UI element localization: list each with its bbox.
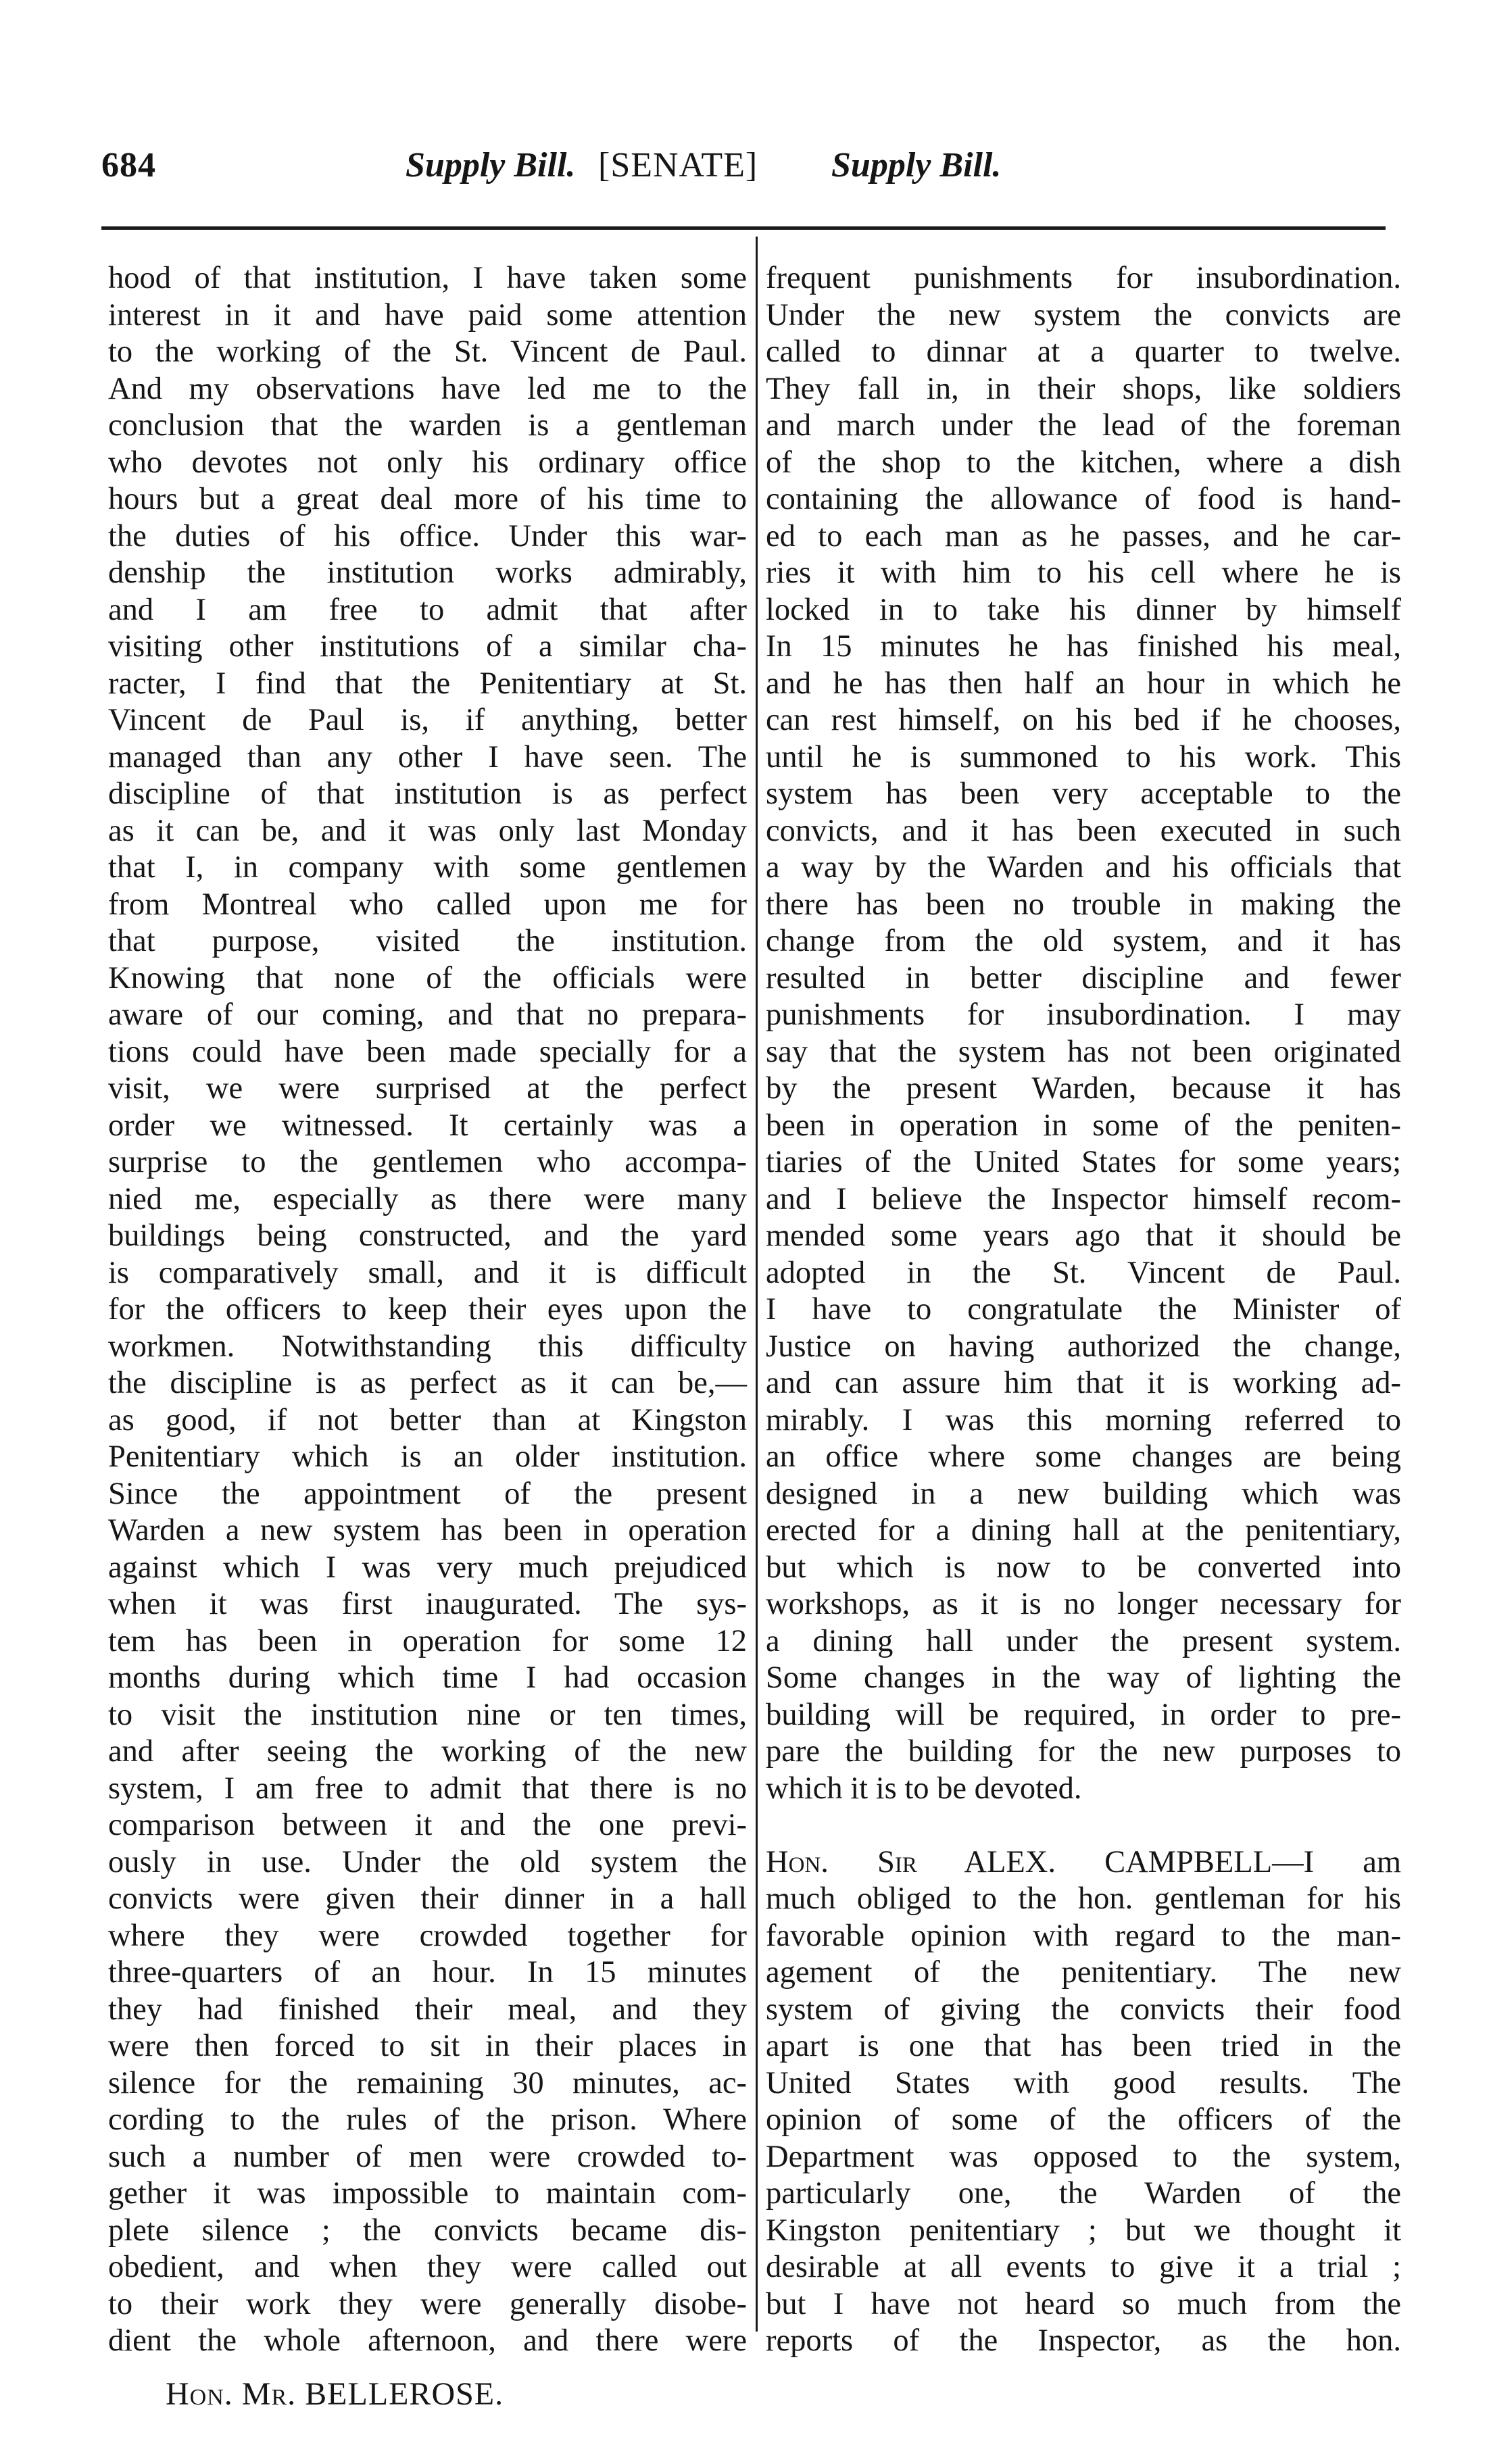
text-line: Justice on having authorized the change, xyxy=(766,1329,1401,1364)
speaker-name: Hon. Sir ALEX. CAMPBELL xyxy=(766,1844,1273,1879)
text-line: containing the allowance of food is hand- xyxy=(766,482,1401,516)
text-line: aware of our coming, and that no prepara- xyxy=(108,997,747,1032)
text-line: erected for a dining hall at the penitentiary, xyxy=(766,1513,1401,1548)
text-line: were then forced to sit in their places in xyxy=(108,2029,747,2063)
text-line: conclusion that the warden is a gentleman xyxy=(108,408,747,443)
text-line: Department was opposed to the system, xyxy=(766,2139,1401,2174)
paragraph-gap xyxy=(766,1807,1401,1844)
text-line: racter, I find that the Penitentiary at St. xyxy=(108,666,747,701)
text-line: denship the institution works admirably, xyxy=(108,556,747,590)
text-line: to their work they were generally disobe- xyxy=(108,2286,747,2321)
text-line: silence for the remaining 30 minutes, ac- xyxy=(108,2065,747,2100)
text-line: Since the appointment of the present xyxy=(108,1476,747,1511)
text-line: agement of the penitentiary. The new xyxy=(766,1955,1401,1990)
header-right-title: Supply Bill. xyxy=(831,146,1002,184)
text-line: when it was first inaugurated. The sys- xyxy=(108,1587,747,1621)
text-line: resulted in better discipline and fewer xyxy=(766,960,1401,995)
speaker-line xyxy=(766,1844,1401,1881)
text-line: and I believe the Inspector himself recom- xyxy=(766,1181,1401,1216)
text-line: workmen. Notwithstanding this difficulty xyxy=(108,1329,747,1364)
text-line: managed than any other I have seen. The xyxy=(108,739,747,774)
text-line: hood of that institution, I have taken some xyxy=(108,261,747,295)
text-line: apart is one that has been tried in the xyxy=(766,2029,1401,2063)
running-header xyxy=(101,139,1386,199)
text-line: three-quarters of an hour. In 15 minutes xyxy=(108,1955,747,1990)
text-line: system of giving the convicts their food xyxy=(766,1992,1401,2027)
text-line: and I am free to admit that after xyxy=(108,592,747,627)
text-line: a dining hall under the present system. xyxy=(766,1623,1401,1658)
text-line: frequent punishments for insubordination. xyxy=(766,261,1401,295)
text-line: until he is summoned to his work. This xyxy=(766,739,1401,774)
left-column xyxy=(108,260,747,2360)
text-line: change from the old system, and it has xyxy=(766,924,1401,958)
text-line: and can assure him that it is working ad- xyxy=(766,1366,1401,1400)
text-line: a way by the Warden and his officials that xyxy=(766,850,1401,885)
text-line: pare the building for the new purposes to xyxy=(766,1734,1401,1769)
text-line: tiaries of the United States for some years; xyxy=(766,1145,1401,1179)
text-line: of the shop to the kitchen, where a dish xyxy=(766,445,1401,480)
text-line: such a number of men were crowded to- xyxy=(108,2139,747,2174)
text-line: convicts were given their dinner in a hall xyxy=(108,1881,747,1916)
page-number: 684 xyxy=(101,146,156,184)
text-line: nied me, especially as there were many xyxy=(108,1181,747,1216)
text-line: as good, if not better than at Kingston xyxy=(108,1402,747,1437)
text-line: months during which time I had occasion xyxy=(108,1660,747,1695)
text-line: an office where some changes are being xyxy=(766,1439,1401,1474)
text-line: locked in to take his dinner by himself xyxy=(766,592,1401,627)
text-line: the discipline is as perfect as it can be,— xyxy=(108,1366,747,1400)
text-line: which it is to be devoted. xyxy=(766,1771,1082,1806)
header-chamber: [SENATE] xyxy=(598,146,758,184)
text-line: there has been no trouble in making the xyxy=(766,887,1401,922)
text-line: that purpose, visited the institution. xyxy=(108,924,747,958)
text-line: Kingston penitentiary ; but we thought it xyxy=(766,2213,1401,2248)
text-line: In 15 minutes he has finished his meal, xyxy=(766,629,1401,664)
right-column xyxy=(766,260,1401,2360)
right-column-paragraph-1 xyxy=(766,260,1401,1807)
text-line: by the present Warden, because it has xyxy=(766,1071,1401,1106)
text-line: Some changes in the way of lighting the xyxy=(766,1660,1401,1695)
text-line: they had finished their meal, and they xyxy=(108,1992,747,2027)
text-line: to the working of the St. Vincent de Paul. xyxy=(108,335,747,369)
text-line: to visit the institution nine or ten times, xyxy=(108,1697,747,1732)
text-line: And my observations have led me to the xyxy=(108,371,747,406)
text-line: adopted in the St. Vincent de Paul. xyxy=(766,1255,1401,1290)
text-line: and after seeing the working of the new xyxy=(108,1734,747,1769)
text-line: system, I am free to admit that there is no xyxy=(108,1771,747,1806)
text-line: building will be required, in order to pre- xyxy=(766,1697,1401,1732)
text-line: where they were crowded together for xyxy=(108,1918,747,1953)
text-line: United States with good results. The xyxy=(766,2065,1401,2100)
text-line: tem has been in operation for some 12 xyxy=(108,1623,747,1658)
text-line: say that the system has not been originated xyxy=(766,1034,1401,1069)
text-line: visit, we were surprised at the perfect xyxy=(108,1071,747,1106)
header-left-title: Supply Bill. xyxy=(406,146,576,184)
text-line: reports of the Inspector, as the hon. xyxy=(766,2323,1401,2358)
text-line: from Montreal who called upon me for xyxy=(108,887,747,922)
text-line: ries it with him to his cell where he is xyxy=(766,556,1401,590)
text-line: punishments for insubordination. I may xyxy=(766,997,1401,1032)
text-line: that I, in company with some gentlemen xyxy=(108,850,747,885)
text-line: the duties of his office. Under this war- xyxy=(108,518,747,553)
header-rule xyxy=(101,226,1386,230)
text-line: Under the new system the convicts are xyxy=(766,297,1401,332)
text-line: for the officers to keep their eyes upon the xyxy=(108,1292,747,1327)
text-line: Knowing that none of the officials were xyxy=(108,960,747,995)
text-line: obedient, and when they were called out xyxy=(108,2250,747,2284)
text-line: Penitentiary which is an older institution. xyxy=(108,1439,747,1474)
text-line: but which is now to be converted into xyxy=(766,1550,1401,1585)
text-line: opinion of some of the officers of the xyxy=(766,2102,1401,2137)
text-line: surprise to the gentlemen who accompa- xyxy=(108,1145,747,1179)
text-line: order we witnessed. It certainly was a xyxy=(108,1108,747,1143)
text-line: favorable opinion with regard to the man- xyxy=(766,1918,1401,1953)
text-line: ously in use. Under the old system the xyxy=(108,1844,747,1879)
text-line: mended some years ago that it should be xyxy=(766,1218,1401,1253)
text-line: buildings being constructed, and the yard xyxy=(108,1218,747,1253)
text-line: workshops, as it is no longer necessary for xyxy=(766,1587,1401,1621)
text-line: desirable at all events to give it a trial ; xyxy=(766,2250,1401,2284)
page-footer-speaker: Hon. Mr. BELLEROSE. xyxy=(166,2376,504,2412)
text-line: hours but a great deal more of his time to xyxy=(108,482,747,516)
text-line: and he has then half an hour in which he xyxy=(766,666,1401,701)
text-line: particularly one, the Warden of the xyxy=(766,2176,1401,2211)
text-line: been in operation in some of the peniten- xyxy=(766,1108,1401,1143)
text-line: dient the whole afternoon, and there were xyxy=(108,2323,747,2358)
text-line: plete silence ; the convicts became dis- xyxy=(108,2213,747,2248)
text-line: who devotes not only his ordinary office xyxy=(108,445,747,480)
text-line: cording to the rules of the prison. Where xyxy=(108,2102,747,2137)
text-line: convicts, and it has been executed in such xyxy=(766,813,1401,848)
text-line: system has been very acceptable to the xyxy=(766,777,1401,811)
text-line: interest in it and have paid some attention xyxy=(108,297,747,332)
text-line: visiting other institutions of a similar cha- xyxy=(108,629,747,664)
text-line: much obliged to the hon. gentleman for his xyxy=(766,1881,1401,1916)
text-line: designed in a new building which was xyxy=(766,1476,1401,1511)
text-line: against which I was very much prejudiced xyxy=(108,1550,747,1585)
column-divider xyxy=(756,237,758,2332)
text-line: They fall in, in their shops, like soldiers xyxy=(766,371,1401,406)
text-line: I have to congratulate the Minister of xyxy=(766,1292,1401,1327)
right-column-paragraph-2 xyxy=(766,1881,1401,2360)
text-line: ed to each man as he passes, and he car- xyxy=(766,518,1401,553)
text-line: is comparatively small, and it is difficult xyxy=(108,1255,747,1290)
text-line: Vincent de Paul is, if anything, better xyxy=(108,703,747,737)
text-line: as it can be, and it was only last Monday xyxy=(108,813,747,848)
speaker-line-text: —I am xyxy=(1272,1844,1402,1879)
text-line: comparison between it and the one previ- xyxy=(108,1808,747,1842)
text-line: called to dinnar at a quarter to twelve. xyxy=(766,335,1401,369)
text-line: but I have not heard so much from the xyxy=(766,2286,1401,2321)
text-line: gether it was impossible to maintain com- xyxy=(108,2176,747,2211)
text-line: tions could have been made specially for a xyxy=(108,1034,747,1069)
text-line: discipline of that institution is as perfect xyxy=(108,777,747,811)
text-line: and march under the lead of the foreman xyxy=(766,408,1401,443)
text-line: can rest himself, on his bed if he chooses, xyxy=(766,703,1401,737)
text-line: mirably. I was this morning referred to xyxy=(766,1402,1401,1437)
text-line: Warden a new system has been in operation xyxy=(108,1513,747,1548)
